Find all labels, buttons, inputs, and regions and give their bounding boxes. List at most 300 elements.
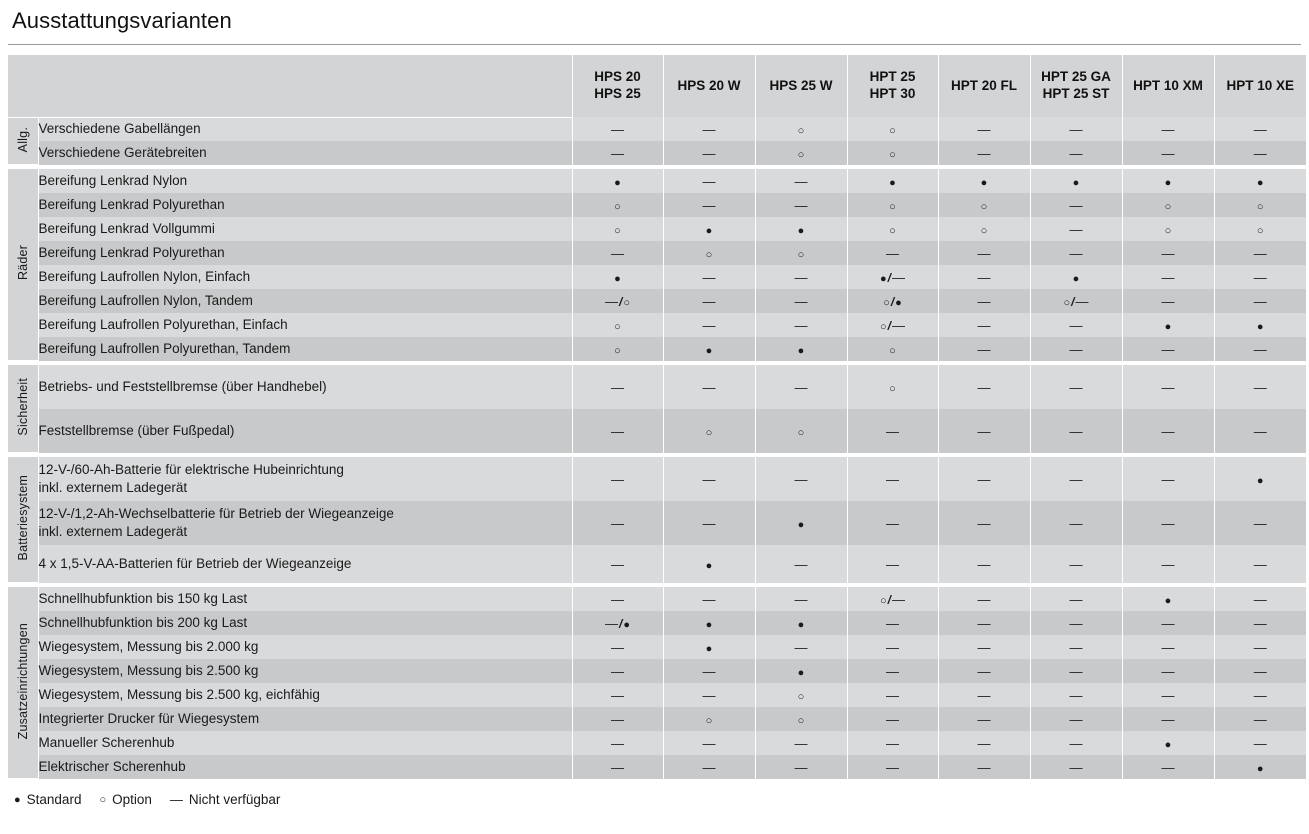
availability-cell-hpt10xe bbox=[1214, 457, 1306, 501]
dash-icon bbox=[795, 271, 808, 284]
dash-icon bbox=[795, 558, 808, 571]
availability-cell-hps20_hps25 bbox=[572, 117, 663, 141]
feature-label-line1: Betriebs- und Feststellbremse (über Handhebel) bbox=[38, 379, 327, 395]
feature-label-line1: Wiegesystem, Messung bis 2.500 kg bbox=[38, 663, 259, 679]
column-header-line2: HPT 30 bbox=[869, 86, 916, 101]
availability-cell-hpt10xe bbox=[1214, 141, 1306, 165]
feature-label bbox=[38, 587, 572, 611]
dash-icon bbox=[611, 147, 624, 160]
availability-cell-hpt25ga_hpt25st bbox=[1030, 313, 1122, 337]
dash-icon bbox=[1254, 641, 1267, 654]
availability-cell-hps25w bbox=[755, 117, 847, 141]
open-circle-icon bbox=[798, 714, 805, 727]
availability-cell-hps20w bbox=[663, 409, 755, 453]
dash-icon bbox=[978, 319, 991, 332]
table-row bbox=[8, 683, 1306, 707]
open-circle-icon bbox=[889, 224, 896, 237]
availability-cell-hps20_hps25 bbox=[572, 683, 663, 707]
dash-icon bbox=[703, 381, 716, 394]
availability-cell-hps20w bbox=[663, 659, 755, 683]
table-row bbox=[8, 117, 1306, 141]
feature-label bbox=[38, 635, 572, 659]
availability-cell-hpt25_hpt30 bbox=[847, 313, 938, 337]
availability-cell-hpt10xe bbox=[1214, 241, 1306, 265]
open-circle-icon bbox=[614, 344, 621, 357]
filled-circle-icon bbox=[1257, 474, 1264, 487]
availability-cell-hpt25ga_hpt25st bbox=[1030, 337, 1122, 361]
legend-item-option bbox=[99, 792, 151, 807]
dash-icon bbox=[1070, 425, 1083, 438]
feature-label bbox=[38, 365, 572, 409]
dash-icon bbox=[978, 147, 991, 160]
dash-icon bbox=[703, 761, 716, 774]
feature-label bbox=[38, 731, 572, 755]
dash-icon bbox=[1254, 295, 1267, 308]
group-label-text: Räder bbox=[15, 245, 30, 281]
column-header-hps25w bbox=[755, 55, 847, 117]
group-label-5 bbox=[8, 587, 38, 779]
availability-cell-hpt10xm bbox=[1122, 217, 1214, 241]
column-header-line1: HPS 25 W bbox=[769, 77, 833, 93]
dash-icon bbox=[892, 271, 905, 284]
dash-icon bbox=[611, 473, 624, 486]
feature-label-line1: Schnellhubfunktion bis 200 kg Last bbox=[38, 615, 248, 631]
dash-icon bbox=[892, 593, 905, 606]
dash-icon bbox=[1162, 517, 1175, 530]
dash-icon bbox=[886, 617, 899, 630]
availability-cell-hpt25ga_hpt25st bbox=[1030, 409, 1122, 453]
feature-label bbox=[38, 707, 572, 731]
filled-circle-icon bbox=[1257, 320, 1264, 333]
dash-icon bbox=[703, 271, 716, 284]
dash-icon bbox=[978, 473, 991, 486]
dash-icon bbox=[795, 319, 808, 332]
dash-icon bbox=[611, 558, 624, 571]
availability-cell-hpt10xe bbox=[1214, 683, 1306, 707]
availability-cell-hps25w bbox=[755, 611, 847, 635]
table-row bbox=[8, 141, 1306, 165]
open-circle-icon bbox=[623, 296, 630, 309]
dash-icon bbox=[611, 737, 624, 750]
dash-icon bbox=[1254, 558, 1267, 571]
feature-label-line1: Bereifung Lenkrad Polyurethan bbox=[38, 197, 225, 213]
availability-cell-hps25w bbox=[755, 169, 847, 193]
availability-cell-hps25w bbox=[755, 365, 847, 409]
availability-cell-hps20w bbox=[663, 289, 755, 313]
dash-icon bbox=[1254, 517, 1267, 530]
dash-icon bbox=[1254, 381, 1267, 394]
feature-label-line1: 12-V-/60-Ah-Batterie für elektrische Hubeinrichtung bbox=[38, 462, 344, 478]
dash-icon bbox=[1162, 295, 1175, 308]
legend-label: Nicht verfügbar bbox=[188, 792, 281, 807]
availability-cell-hpt20fl bbox=[938, 365, 1030, 409]
dash-icon bbox=[978, 381, 991, 394]
header-corner-feature bbox=[38, 55, 572, 117]
filled-circle-icon bbox=[798, 344, 805, 357]
dash-icon bbox=[1076, 295, 1089, 308]
feature-label bbox=[38, 611, 572, 635]
filled-circle-icon bbox=[706, 344, 713, 357]
filled-circle-icon bbox=[706, 559, 713, 572]
availability-cell-hpt10xm bbox=[1122, 289, 1214, 313]
availability-cell-hpt25ga_hpt25st bbox=[1030, 141, 1122, 165]
availability-cell-hpt20fl bbox=[938, 611, 1030, 635]
dash-icon bbox=[886, 473, 899, 486]
dash-icon bbox=[1070, 343, 1083, 356]
feature-label-line1: Bereifung Lenkrad Polyurethan bbox=[38, 245, 225, 261]
dash-icon bbox=[795, 593, 808, 606]
availability-cell-hps20w bbox=[663, 117, 755, 141]
group-label-1 bbox=[8, 117, 38, 165]
group-label-text: Batteriesystem bbox=[15, 475, 30, 561]
dash-icon bbox=[1070, 641, 1083, 654]
dash-icon bbox=[1162, 247, 1175, 260]
feature-label bbox=[38, 683, 572, 707]
availability-cell-hps20_hps25 bbox=[572, 217, 663, 241]
dash-icon bbox=[1070, 689, 1083, 702]
availability-cell-hpt25_hpt30 bbox=[847, 169, 938, 193]
availability-cell-hpt10xm bbox=[1122, 265, 1214, 289]
availability-cell-hpt25ga_hpt25st bbox=[1030, 193, 1122, 217]
dash-icon bbox=[1070, 123, 1083, 136]
dash-icon bbox=[703, 295, 716, 308]
availability-cell-hpt10xe bbox=[1214, 337, 1306, 361]
dash-icon bbox=[1162, 123, 1175, 136]
dash-icon bbox=[1162, 271, 1175, 284]
availability-cell-hpt25_hpt30 bbox=[847, 217, 938, 241]
availability-cell-hpt20fl bbox=[938, 313, 1030, 337]
availability-cell-hpt10xe bbox=[1214, 635, 1306, 659]
availability-cell-hps25w bbox=[755, 587, 847, 611]
dash-icon bbox=[795, 737, 808, 750]
column-header-hpt25-hpt30 bbox=[847, 55, 938, 117]
availability-cell-hpt20fl bbox=[938, 457, 1030, 501]
filled-circle-icon bbox=[1073, 176, 1080, 189]
column-header-hpt20fl bbox=[938, 55, 1030, 117]
availability-cell-hps25w bbox=[755, 141, 847, 165]
availability-cell-hpt10xe bbox=[1214, 545, 1306, 583]
table-row bbox=[8, 659, 1306, 683]
availability-cell-hpt25_hpt30 bbox=[847, 659, 938, 683]
availability-cell-hps20_hps25 bbox=[572, 587, 663, 611]
filled-circle-icon bbox=[981, 176, 988, 189]
availability-cell-hps20_hps25 bbox=[572, 365, 663, 409]
dash-icon bbox=[703, 319, 716, 332]
equipment-variants-table bbox=[8, 55, 1306, 780]
availability-cell-hpt25ga_hpt25st bbox=[1030, 587, 1122, 611]
availability-cell-hps20w bbox=[663, 365, 755, 409]
availability-cell-hpt10xm bbox=[1122, 457, 1214, 501]
availability-cell-hpt20fl bbox=[938, 337, 1030, 361]
dash-icon bbox=[1162, 381, 1175, 394]
availability-cell-hpt25_hpt30 bbox=[847, 545, 938, 583]
slash-separator: / bbox=[887, 318, 891, 333]
table-row bbox=[8, 169, 1306, 193]
dash-icon bbox=[1070, 473, 1083, 486]
title-divider bbox=[8, 44, 1301, 45]
availability-cell-hpt10xm bbox=[1122, 731, 1214, 755]
page-title: Ausstattungsvarianten bbox=[12, 8, 232, 33]
availability-cell-hpt20fl bbox=[938, 707, 1030, 731]
open-circle-icon bbox=[706, 426, 713, 439]
availability-cell-hpt10xm bbox=[1122, 241, 1214, 265]
availability-cell-hpt25_hpt30 bbox=[847, 365, 938, 409]
column-header-line1: HPS 20 bbox=[594, 69, 641, 85]
feature-label bbox=[38, 217, 572, 241]
dash-icon bbox=[1162, 713, 1175, 726]
header-corner-side bbox=[8, 55, 38, 117]
table-row bbox=[8, 501, 1306, 545]
availability-cell-hpt10xm bbox=[1122, 313, 1214, 337]
group-label-text: Zusatzeinrichtungen bbox=[15, 622, 30, 740]
dash-icon bbox=[978, 713, 991, 726]
slash-separator: / bbox=[619, 616, 623, 631]
open-circle-icon bbox=[889, 200, 896, 213]
dash-icon bbox=[886, 737, 899, 750]
availability-cell-hpt25_hpt30 bbox=[847, 409, 938, 453]
feature-label-line1: Bereifung Lenkrad Nylon bbox=[38, 173, 188, 189]
dash-icon bbox=[1162, 473, 1175, 486]
document-page bbox=[0, 8, 1309, 834]
availability-cell-hpt10xm bbox=[1122, 635, 1214, 659]
availability-cell-hpt25_hpt30 bbox=[847, 117, 938, 141]
filled-circle-icon bbox=[623, 618, 630, 631]
table-row bbox=[8, 707, 1306, 731]
dash-icon bbox=[703, 175, 716, 188]
availability-cell-hpt25_hpt30 bbox=[847, 707, 938, 731]
dash-icon bbox=[611, 665, 624, 678]
availability-cell-hps25w bbox=[755, 217, 847, 241]
feature-label-line1: Integrierter Drucker für Wiegesystem bbox=[38, 711, 260, 727]
dash-icon bbox=[703, 199, 716, 212]
availability-cell-hpt10xm bbox=[1122, 193, 1214, 217]
dash-icon bbox=[1162, 343, 1175, 356]
group-label-4 bbox=[8, 457, 38, 583]
availability-cell-hpt10xe bbox=[1214, 265, 1306, 289]
dash-icon bbox=[795, 641, 808, 654]
dash-icon bbox=[892, 319, 905, 332]
dash-icon bbox=[703, 737, 716, 750]
dash-icon bbox=[1254, 271, 1267, 284]
availability-cell-hpt25_hpt30 bbox=[847, 241, 938, 265]
availability-cell-hps20_hps25 bbox=[572, 337, 663, 361]
filled-circle-icon bbox=[1165, 594, 1172, 607]
availability-cell-hpt25_hpt30 bbox=[847, 337, 938, 361]
feature-label bbox=[38, 659, 572, 683]
availability-cell-hpt25_hpt30 bbox=[847, 289, 938, 313]
availability-cell-hps20_hps25 bbox=[572, 141, 663, 165]
dash-icon bbox=[795, 199, 808, 212]
dash-icon bbox=[1254, 713, 1267, 726]
feature-label-line1: Feststellbremse (über Fußpedal) bbox=[38, 423, 235, 439]
availability-cell-hpt20fl bbox=[938, 289, 1030, 313]
availability-cell-hpt10xe bbox=[1214, 313, 1306, 337]
availability-cell-hpt10xm bbox=[1122, 707, 1214, 731]
feature-label-line1: Wiegesystem, Messung bis 2.000 kg bbox=[38, 639, 259, 655]
availability-cell-hps20_hps25 bbox=[572, 313, 663, 337]
availability-cell-hpt25_hpt30 bbox=[847, 587, 938, 611]
dash-icon bbox=[1162, 617, 1175, 630]
dash-icon bbox=[886, 761, 899, 774]
availability-cell-hpt25_hpt30 bbox=[847, 265, 938, 289]
dash-icon bbox=[605, 617, 618, 630]
dash-icon bbox=[1070, 381, 1083, 394]
feature-label bbox=[38, 545, 572, 583]
dash-icon bbox=[886, 247, 899, 260]
availability-cell-hpt10xm bbox=[1122, 141, 1214, 165]
dash-icon bbox=[978, 737, 991, 750]
availability-cell-hpt25_hpt30 bbox=[847, 683, 938, 707]
table-row bbox=[8, 755, 1306, 779]
table-body bbox=[8, 117, 1306, 779]
filled-circle-icon bbox=[798, 224, 805, 237]
table-row bbox=[8, 217, 1306, 241]
legend-item-standard bbox=[14, 792, 81, 807]
dash-icon bbox=[1070, 617, 1083, 630]
legend-label: Standard bbox=[26, 792, 82, 807]
open-circle-icon bbox=[798, 148, 805, 161]
dash-icon bbox=[611, 641, 624, 654]
feature-label bbox=[38, 289, 572, 313]
dash-icon bbox=[1254, 689, 1267, 702]
open-circle-icon bbox=[883, 296, 890, 309]
dash-icon bbox=[795, 175, 808, 188]
availability-cell-hps20_hps25 bbox=[572, 265, 663, 289]
availability-cell-hps20_hps25 bbox=[572, 545, 663, 583]
dash-icon bbox=[978, 343, 991, 356]
availability-cell-hps20_hps25 bbox=[572, 635, 663, 659]
dash-icon bbox=[978, 425, 991, 438]
slash-separator: / bbox=[887, 592, 891, 607]
availability-cell-hpt25_hpt30 bbox=[847, 731, 938, 755]
feature-label-line1: Schnellhubfunktion bis 150 kg Last bbox=[38, 591, 248, 607]
dash-icon bbox=[886, 558, 899, 571]
availability-cell-hpt10xe bbox=[1214, 755, 1306, 779]
availability-cell-hps25w bbox=[755, 337, 847, 361]
feature-label bbox=[38, 337, 572, 361]
availability-cell-hpt25_hpt30 bbox=[847, 755, 938, 779]
feature-label-line1: Wiegesystem, Messung bis 2.500 kg, eichfähig bbox=[38, 687, 320, 703]
feature-label bbox=[38, 241, 572, 265]
availability-cell-hpt25ga_hpt25st bbox=[1030, 457, 1122, 501]
dash-icon bbox=[611, 593, 624, 606]
availability-cell-hpt20fl bbox=[938, 635, 1030, 659]
filled-circle-icon bbox=[798, 666, 805, 679]
availability-cell-hpt10xe bbox=[1214, 193, 1306, 217]
dash-icon bbox=[1254, 425, 1267, 438]
availability-cell-hpt10xm bbox=[1122, 659, 1214, 683]
filled-circle-icon bbox=[1165, 176, 1172, 189]
column-header-line1: HPT 25 bbox=[869, 69, 916, 85]
availability-cell-hpt25ga_hpt25st bbox=[1030, 683, 1122, 707]
availability-cell-hpt10xe bbox=[1214, 731, 1306, 755]
feature-label-line1: Elektrischer Scherenhub bbox=[38, 759, 186, 775]
availability-cell-hpt25ga_hpt25st bbox=[1030, 265, 1122, 289]
dash-icon bbox=[886, 517, 899, 530]
dash-icon bbox=[886, 689, 899, 702]
open-circle-icon bbox=[889, 344, 896, 357]
availability-cell-hps20w bbox=[663, 265, 755, 289]
availability-cell-hpt10xe bbox=[1214, 289, 1306, 313]
availability-cell-hps20_hps25 bbox=[572, 707, 663, 731]
availability-cell-hpt20fl bbox=[938, 117, 1030, 141]
availability-cell-hpt25_hpt30 bbox=[847, 611, 938, 635]
availability-cell-hpt10xe bbox=[1214, 409, 1306, 453]
dash-icon bbox=[1070, 593, 1083, 606]
open-circle-icon bbox=[614, 200, 621, 213]
dash-icon bbox=[611, 425, 624, 438]
dash-icon bbox=[703, 593, 716, 606]
feature-label-line1: Verschiedene Gerätebreiten bbox=[38, 145, 207, 161]
table-header bbox=[8, 55, 1306, 117]
availability-cell-hpt20fl bbox=[938, 141, 1030, 165]
availability-cell-hps20_hps25 bbox=[572, 241, 663, 265]
open-circle-icon bbox=[706, 714, 713, 727]
dash-icon bbox=[795, 295, 808, 308]
dash-icon bbox=[1254, 665, 1267, 678]
dash-icon bbox=[1254, 593, 1267, 606]
filled-circle-icon bbox=[706, 224, 713, 237]
table-row bbox=[8, 337, 1306, 361]
table-row bbox=[8, 409, 1306, 453]
availability-cell-hpt25_hpt30 bbox=[847, 193, 938, 217]
open-circle-icon bbox=[981, 224, 988, 237]
availability-cell-hpt10xe bbox=[1214, 587, 1306, 611]
availability-cell-hpt10xm bbox=[1122, 587, 1214, 611]
feature-label-line1: Bereifung Laufrollen Polyurethan, Tandem bbox=[38, 341, 291, 357]
dash-icon bbox=[886, 641, 899, 654]
availability-cell-hps20_hps25 bbox=[572, 457, 663, 501]
column-header-hps20-hps25 bbox=[572, 55, 663, 117]
availability-cell-hps25w bbox=[755, 193, 847, 217]
dash-icon bbox=[1070, 223, 1083, 236]
filled-circle-icon bbox=[706, 642, 713, 655]
availability-cell-hpt20fl bbox=[938, 731, 1030, 755]
table-row bbox=[8, 635, 1306, 659]
availability-cell-hps20w bbox=[663, 755, 755, 779]
availability-cell-hps20w bbox=[663, 141, 755, 165]
availability-cell-hps20_hps25 bbox=[572, 659, 663, 683]
availability-cell-hps20w bbox=[663, 169, 755, 193]
dash-icon bbox=[703, 665, 716, 678]
dash-icon bbox=[1254, 123, 1267, 136]
dash-icon bbox=[1254, 737, 1267, 750]
open-circle-icon bbox=[614, 224, 621, 237]
slash-separator: / bbox=[619, 294, 623, 309]
column-header-line1: HPT 10 XM bbox=[1133, 77, 1203, 93]
dash-icon bbox=[611, 713, 624, 726]
table-row bbox=[8, 241, 1306, 265]
dash-icon bbox=[1162, 425, 1175, 438]
availability-cell-hpt25ga_hpt25st bbox=[1030, 241, 1122, 265]
availability-cell-hpt10xm bbox=[1122, 409, 1214, 453]
feature-label-line1: 12-V-/1,2-Ah-Wechselbatterie für Betrieb der Wiegeanzeige bbox=[38, 506, 394, 522]
dash-icon bbox=[1070, 247, 1083, 260]
availability-cell-hps25w bbox=[755, 635, 847, 659]
availability-cell-hpt10xe bbox=[1214, 169, 1306, 193]
group-label-3 bbox=[8, 365, 38, 453]
availability-cell-hps20w bbox=[663, 707, 755, 731]
table-row bbox=[8, 289, 1306, 313]
availability-cell-hpt25ga_hpt25st bbox=[1030, 611, 1122, 635]
availability-cell-hpt10xe bbox=[1214, 217, 1306, 241]
group-label-text: Allg. bbox=[15, 126, 30, 152]
availability-cell-hpt25ga_hpt25st bbox=[1030, 289, 1122, 313]
availability-cell-hps20w bbox=[663, 457, 755, 501]
feature-label bbox=[38, 265, 572, 289]
dash-icon bbox=[703, 473, 716, 486]
filled-circle-icon bbox=[706, 618, 713, 631]
